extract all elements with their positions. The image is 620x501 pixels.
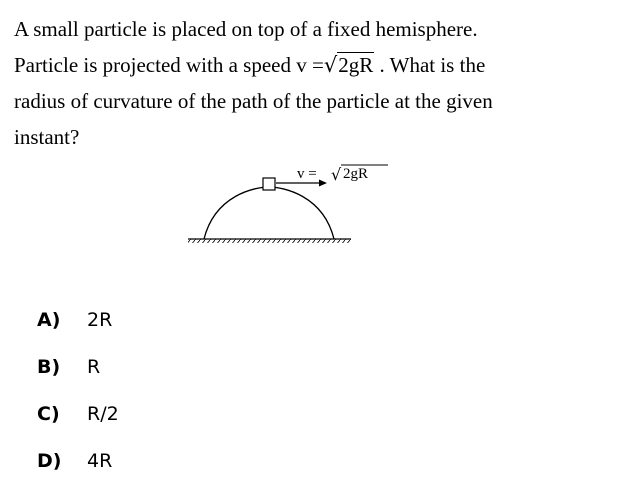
option-letter: C) <box>37 402 60 425</box>
question-text <box>14 11 604 155</box>
option-text: 2R <box>87 308 113 331</box>
arrowhead-icon <box>319 180 327 187</box>
option-text: R <box>87 355 101 378</box>
speed-radicand: 2gR <box>338 53 374 77</box>
question-line-2 <box>14 47 604 83</box>
option-letter: B) <box>37 355 61 378</box>
particle-block <box>263 178 275 190</box>
answer-options <box>37 296 119 484</box>
hemisphere <box>204 187 334 239</box>
speed-prefix: Particle is projected with a speed v = <box>14 53 324 77</box>
option-letter: A) <box>37 308 61 331</box>
velocity-radicand: 2gR <box>343 166 369 182</box>
option-letter: D) <box>37 449 62 472</box>
option-d[interactable] <box>37 437 119 484</box>
sqrt-sign-icon: √ <box>323 53 338 77</box>
question-line-3: radius of curvature of the path of the particle at the given <box>14 89 493 113</box>
speed-sqrt <box>324 47 374 83</box>
velocity-sqrt-sign-icon: √ <box>331 165 342 184</box>
hemisphere-figure <box>185 150 400 250</box>
option-text: 4R <box>87 449 113 472</box>
option-a[interactable] <box>37 296 119 343</box>
speed-suffix: . What is the <box>379 53 486 77</box>
option-text: R/2 <box>87 402 119 425</box>
question-line-1: A small particle is placed on top of a fixed hemisphere. <box>14 17 478 41</box>
hemisphere-diagram <box>185 150 400 250</box>
option-c[interactable] <box>37 390 119 437</box>
option-b[interactable] <box>37 343 119 390</box>
question-line-4: instant? <box>14 125 80 149</box>
ground-hatching <box>188 239 351 243</box>
velocity-label: v = <box>297 166 317 182</box>
